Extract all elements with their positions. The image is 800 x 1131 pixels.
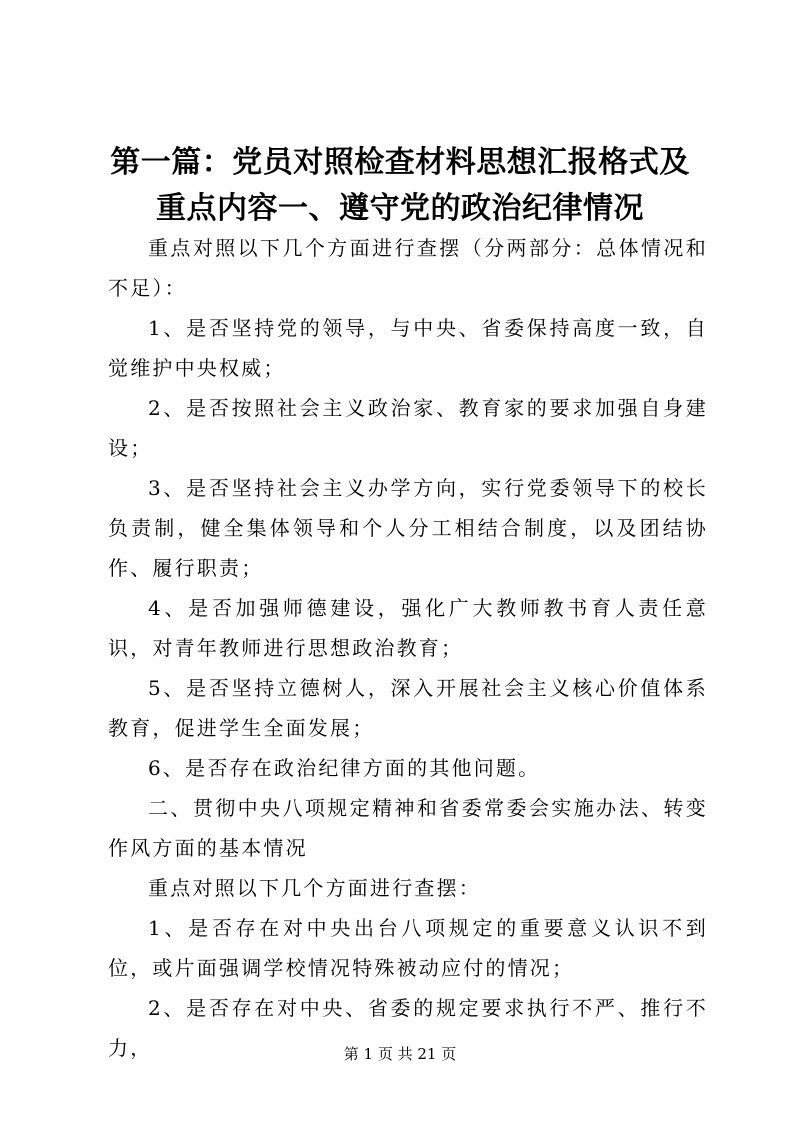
paragraph: 3、是否坚持社会主义办学方向，实行党委领导下的校长负责制，健全集体领导和个人分工相结合制度，以及团结协作、履行职责； (108, 476, 708, 580)
document-body (108, 228, 708, 1068)
document-title: 第一篇：党员对照检查材料思想汇报格式及重点内容一、遵守党的政治纪律情况 (110, 145, 690, 226)
paragraph: 2、是否按照社会主义政治家、教育家的要求加强自身建设； (108, 396, 708, 460)
paragraph: 1、是否坚持党的领导，与中央、省委保持高度一致，自觉维护中央权威； (108, 316, 708, 380)
paragraph: 二、贯彻中央八项规定精神和省委常委会实施办法、转变作风方面的基本情况 (108, 796, 708, 860)
page-number-footer: 第 1 页 共 21 页 (343, 1045, 457, 1063)
paragraph: 重点对照以下几个方面进行查摆（分两部分：总体情况和不足）： (108, 236, 708, 300)
paragraph: 4、是否加强师德建设，强化广大教师教书育人责任意识，对青年教师进行思想政治教育； (108, 596, 708, 660)
paragraph: 重点对照以下几个方面进行查摆： (148, 876, 481, 900)
paragraph: 5、是否坚持立德树人，深入开展社会主义核心价值体系教育，促进学生全面发展； (108, 676, 708, 740)
paragraph: 2、是否存在对中央、省委的规定要求执行不严、推行不力， (108, 996, 708, 1060)
paragraph: 1、是否存在对中央出台八项规定的重要意义认识不到位，或片面强调学校情况特殊被动应付的情况； (108, 916, 708, 980)
paragraph: 6、是否存在政治纪律方面的其他问题。 (148, 756, 541, 780)
